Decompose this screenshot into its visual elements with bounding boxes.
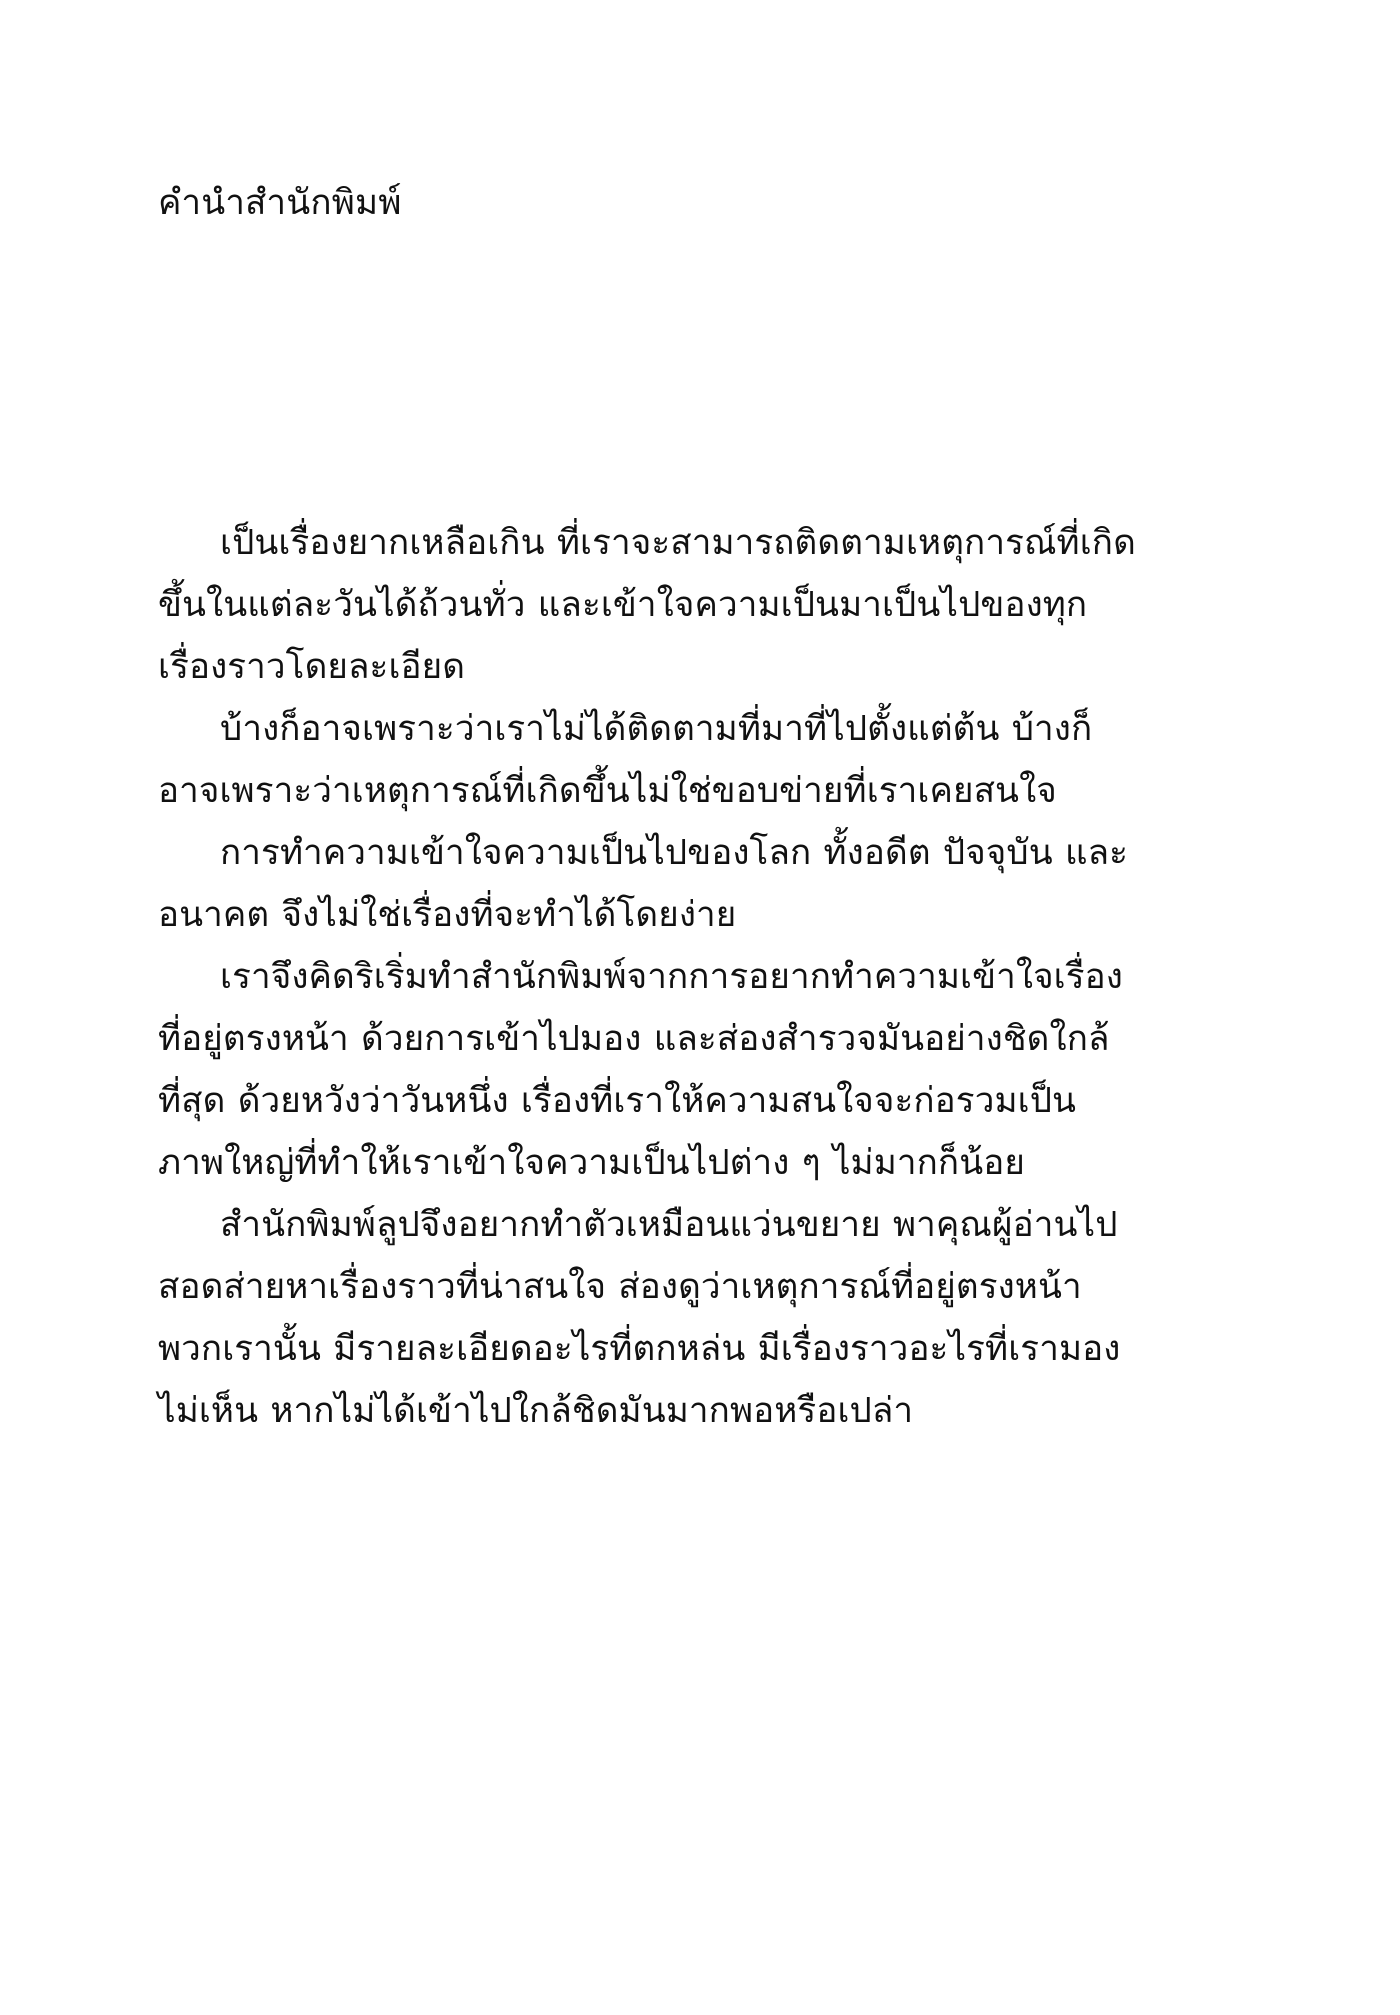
page-title: คำนำสำนักพิมพ์ (158, 183, 402, 223)
paragraph: เป็นเรื่องยากเหลือเกิน ที่เราจะสามารถติดตามเหตุการณ์ที่เกิดขึ้นในแต่ละวันได้ถ้วนทั่ว และเข้าใจความเป็นมาเป็นไปของทุกเรื่องราวโดยละเอียด (158, 523, 1136, 688)
paragraph: สำนักพิมพ์ลูปจึงอยากทำตัวเหมือนแว่นขยาย พาคุณผู้อ่านไปสอดส่ายหาเรื่องราวที่น่าสนใจ ส่องดูว่าเหตุการณ์ที่อยู่ตรงหน้าพวกเรานั้น มีรายละเอียดอะไรที่ตกหล่น มีเรื่องราวอะไรที่เรามองไม่เห็น หากไม่ได้เข้าไปใกล้ชิดมันมากพอหรือเปล่า (158, 1205, 1121, 1432)
body-text (158, 512, 1138, 1442)
page-content (158, 180, 1158, 1442)
paragraph: บ้างก็อาจเพราะว่าเราไม่ได้ติดตามที่มาที่ไปตั้งแต่ต้น บ้างก็อาจเพราะว่าเหตุการณ์ที่เกิดขึ้นไม่ใช่ขอบข่ายที่เราเคยสนใจ (158, 709, 1093, 812)
paragraph: เราจึงคิดริเริ่มทำสำนักพิมพ์จากการอยากทำความเข้าใจเรื่องที่อยู่ตรงหน้า ด้วยการเข้าไปมอง และส่องสำรวจมันอย่างชิดใกล้ที่สุด ด้วยหวังว่าวันหนึ่ง เรื่องที่เราให้ความสนใจจะก่อรวมเป็นภาพใหญ่ที่ทำให้เราเข้าใจความเป็นไปต่าง ๆ ไม่มากก็น้อย (158, 957, 1123, 1184)
paragraph: การทำความเข้าใจความเป็นไปของโลก ทั้งอดีต ปัจจุบัน และอนาคต จึงไม่ใช่เรื่องที่จะทำได้โดยง่าย (158, 833, 1129, 936)
